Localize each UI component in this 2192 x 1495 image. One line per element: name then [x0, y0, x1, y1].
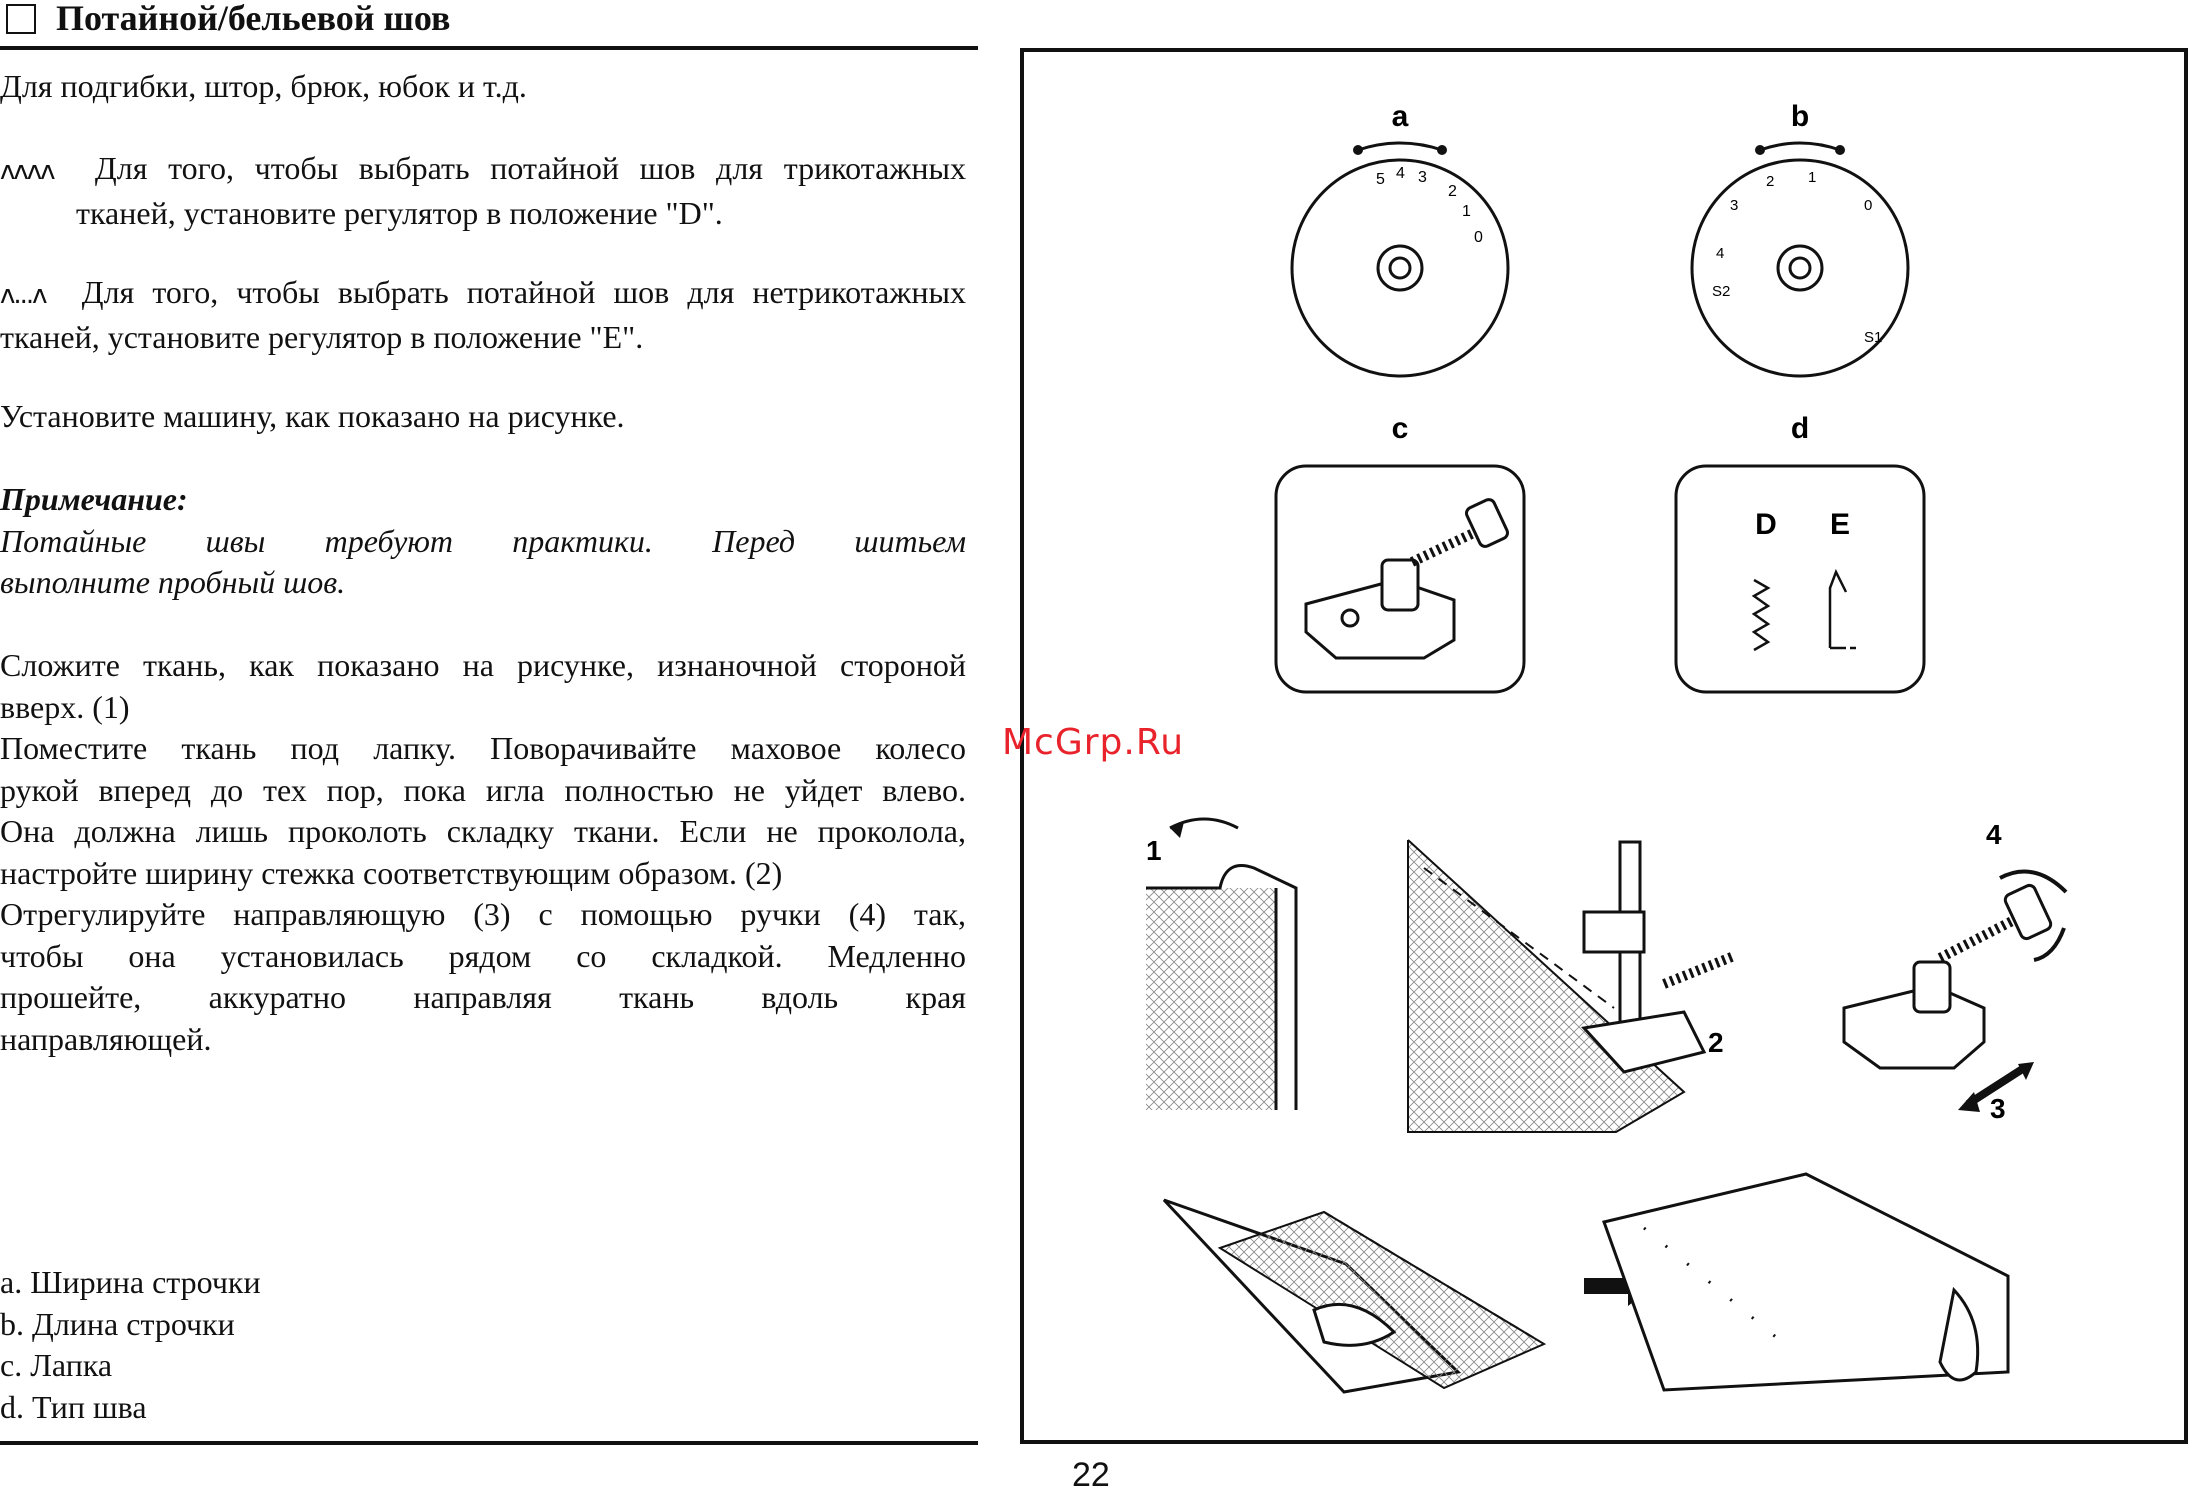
knit-stitch-icon: ʌʌʌʌ: [0, 156, 54, 186]
note-line-2: выполните пробный шов.: [0, 564, 346, 600]
header-rule: [0, 46, 978, 50]
step-2-sewing: [1408, 840, 1734, 1132]
footer-rule: [0, 1441, 978, 1445]
stitch-length-dial: [1692, 100, 1908, 376]
label-c: c: [1391, 412, 1409, 445]
step-3-4-guide: [1844, 819, 2066, 1124]
instruction-line: Поместите ткань под лапку. Поворачивайте маховое колесо: [0, 730, 966, 766]
dial-a-tick: 1: [1462, 203, 1471, 220]
illustration-panel: [1020, 48, 2188, 1444]
step-2-label: 2: [1708, 1027, 1724, 1058]
stitch-width-dial: [1292, 100, 1508, 376]
watermark: McGrp.Ru: [1002, 722, 1185, 763]
instruction-line: направляющей.: [0, 1020, 212, 1057]
intro-text: Для подгибки, штор, брюк, юбок и т.д.: [0, 68, 527, 104]
step-1-fold: [1146, 819, 1296, 1110]
dial-a-tick: 2: [1448, 183, 1457, 200]
instruction-line: Отрегулируйте направляющую (3) с помощью ручки (4) так,: [0, 896, 966, 932]
dial-b-tick: S2: [1712, 283, 1731, 300]
instruction-line: чтобы она установилась рядом со складкой. Медленно: [0, 937, 966, 974]
woven-line-1: Для того, чтобы выбрать потайной шов для нетрикотажных: [81, 274, 967, 310]
woven-line-2: тканей, установите регулятор в положение "E".: [0, 318, 644, 355]
dial-b-tick: 2: [1766, 173, 1775, 190]
knit-line-2: тканей, установите регулятор в положение "D".: [76, 194, 723, 231]
illustration-svg: [1024, 52, 2184, 1440]
legend-item-a: a. Ширина строчки: [0, 1264, 261, 1300]
label-a: a: [1391, 100, 1409, 133]
checkbox[interactable]: [6, 4, 36, 34]
instructions-block: [0, 645, 966, 1060]
label-d: d: [1790, 412, 1810, 445]
dial-b-tick: 4: [1716, 245, 1725, 262]
legend-item-c: c. Лапка: [0, 1347, 113, 1383]
instruction-line: Сложите ткань, как показано на рисунке, изнаночной стороной: [0, 647, 966, 683]
instruction-line: прошейте, аккуратно направляя ткань вдоль края: [0, 979, 966, 1015]
dial-b-tick: 1: [1808, 169, 1817, 186]
knit-line-1: Для того, чтобы выбрать потайной шов для трикотажных: [94, 150, 967, 186]
dial-b-tick: 3: [1730, 197, 1739, 214]
step-3-label: 3: [1990, 1093, 2006, 1124]
page-number: 22: [1072, 1456, 1110, 1494]
note-line-1: Потайные швы требуют практики. Перед шитьем: [0, 522, 966, 559]
presser-foot-panel: [1276, 412, 1524, 692]
note-heading: Примечание:: [0, 481, 188, 517]
dial-a-tick: 4: [1396, 165, 1405, 182]
label-b: b: [1790, 100, 1810, 133]
dial-a-tick: 0: [1474, 229, 1483, 246]
note-block: [0, 479, 966, 604]
dial-b-tick: 0: [1864, 197, 1873, 214]
instruction-line: рукой вперед до тех пор, пока игла полностью не уйдет влево.: [0, 771, 966, 808]
stitch-e-label: E: [1829, 508, 1851, 541]
result-illustration: [1164, 1174, 2008, 1392]
instruction-line: Она должна лишь проколоть складку ткани. Если не проколола,: [0, 813, 966, 849]
stitch-d-label: D: [1755, 508, 1777, 541]
stitch-type-panel: [1676, 412, 1924, 692]
legend-item-b: b. Длина строчки: [0, 1305, 235, 1342]
woven-stitch-icon: ʌ...ʌ: [0, 280, 46, 310]
step-4-label: 4: [1986, 819, 2002, 850]
page-title: Потайной/бельевой шов: [56, 0, 451, 38]
knit-instruction: [0, 148, 966, 234]
woven-instruction: [0, 272, 966, 358]
dial-b-tick: S1: [1864, 329, 1883, 346]
dial-a-tick: 5: [1376, 171, 1385, 188]
legend-list: [0, 1262, 261, 1428]
setup-text: Установите машину, как показано на рисунке.: [0, 398, 625, 434]
step-1-label: 1: [1146, 835, 1162, 866]
dial-a-tick: 3: [1418, 169, 1427, 186]
instruction-line: вверх. (1): [0, 688, 130, 725]
legend-item-d: d. Тип шва: [0, 1388, 147, 1425]
instruction-line: настройте ширину стежка соответствующим образом. (2): [0, 854, 783, 891]
